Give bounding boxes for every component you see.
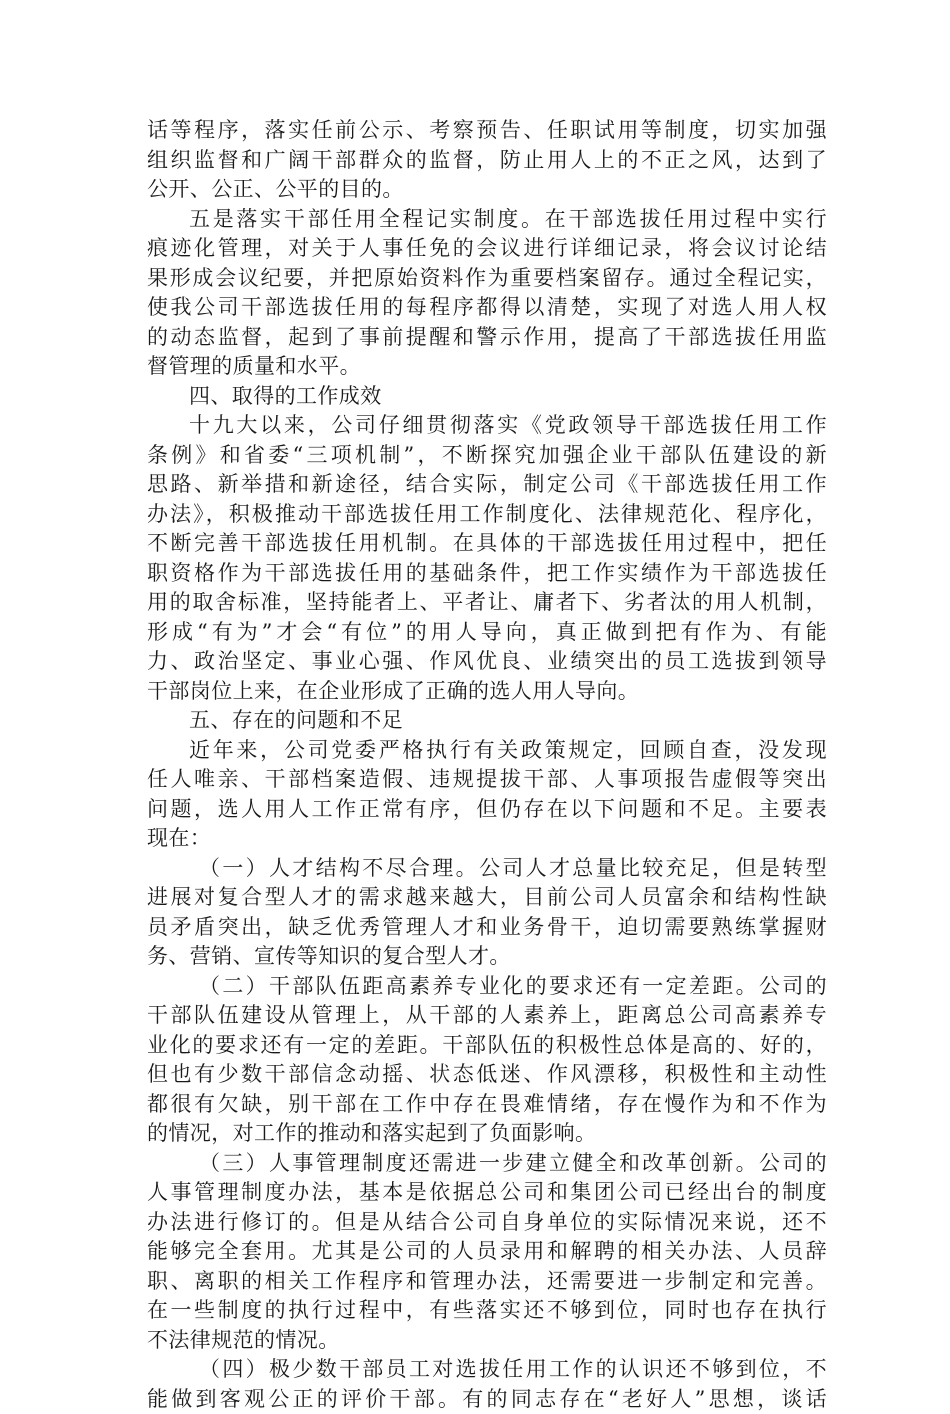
text-line: 员矛盾突出，缺乏优秀管理人才和业务骨干，迫切需要熟练掌握财 bbox=[147, 913, 827, 943]
text-line: 务、营销、宣传等知识的复合型人才。 bbox=[147, 942, 827, 972]
text-line: 都很有欠缺，别干部在工作中存在畏难情绪，存在慢作为和不作为 bbox=[147, 1090, 827, 1120]
paragraph-first-line: （二）干部队伍距高素养专业化的要求还有一定差距。公司的 bbox=[147, 972, 827, 1002]
text-line: 办法进行修订的。但是从结合公司自身单位的实际情况来说，还不 bbox=[147, 1208, 827, 1238]
text-line: 进展对复合型人才的需求越来越大，目前公司人员富余和结构性缺 bbox=[147, 883, 827, 913]
text-line: 公开、公正、公平的目的。 bbox=[147, 175, 827, 205]
text-line: 业化的要求还有一定的差距。干部队伍的积极性总体是高的、好的， bbox=[147, 1031, 827, 1061]
paragraph-first-line: （一）人才结构不尽合理。公司人才总量比较充足，但是转型 bbox=[147, 854, 827, 884]
text-line: 组织监督和广阔干部群众的监督，防止用人上的不正之风，达到了 bbox=[147, 146, 827, 176]
text-line: 力、政治坚定、事业心强、作风优良、业绩突出的员工选拔到领导 bbox=[147, 647, 827, 677]
text-line: 督管理的质量和水平。 bbox=[147, 352, 827, 382]
text-line: 干部队伍建设从管理上，从干部的人素养上，距离总公司高素养专 bbox=[147, 1001, 827, 1031]
paragraph-first-line: 五、存在的问题和不足 bbox=[147, 706, 827, 736]
text-line: 用的取舍标准，坚持能者上、平者让、庸者下、劣者汰的用人机制， bbox=[147, 588, 827, 618]
paragraph-first-line: 五是落实干部任用全程记实制度。在干部选拔任用过程中实行 bbox=[147, 205, 827, 235]
text-line: 条例》和省委“三项机制”，不断探究加强企业干部队伍建设的新 bbox=[147, 441, 827, 471]
text-line: 思路、新举措和新途径，结合实际，制定公司《干部选拔任用工作 bbox=[147, 470, 827, 500]
paragraph-first-line: 近年来，公司党委严格执行有关政策规定，回顾自查，没发现 bbox=[147, 736, 827, 766]
text-line: 话等程序，落实任前公示、考察预告、任职试用等制度，切实加强 bbox=[147, 116, 827, 146]
text-line: 问题，选人用人工作正常有序，但仍存在以下问题和不足。主要表 bbox=[147, 795, 827, 825]
text-line: 在一些制度的执行过程中，有些落实还不够到位，同时也存在执行 bbox=[147, 1296, 827, 1326]
paragraph-first-line: 十九大以来，公司仔细贯彻落实《党政领导干部选拔任用工作 bbox=[147, 411, 827, 441]
text-line: 果形成会议纪要，并把原始资料作为重要档案留存。通过全程记实， bbox=[147, 264, 827, 294]
text-line: 形成“有为”才会“有位”的用人导向，真正做到把有作为、有能 bbox=[147, 618, 827, 648]
text-line: 不法律规范的情况。 bbox=[147, 1326, 827, 1356]
text-line: 任人唯亲、干部档案造假、违规提拔干部、人事项报告虚假等突出 bbox=[147, 765, 827, 795]
text-line: 能做到客观公正的评价干部。有的同志存在“老好人”思想，谈话 bbox=[147, 1385, 827, 1414]
document-body bbox=[147, 116, 827, 1414]
text-line: 但也有少数干部信念动摇、状态低迷、作风漂移，积极性和主动性 bbox=[147, 1060, 827, 1090]
text-line: 能够完全套用。尤其是公司的人员录用和解聘的相关办法、人员辞 bbox=[147, 1237, 827, 1267]
text-line: 的情况，对工作的推动和落实起到了负面影响。 bbox=[147, 1119, 827, 1149]
text-line: 的动态监督，起到了事前提醒和警示作用，提高了干部选拔任用监 bbox=[147, 323, 827, 353]
text-line: 职资格作为干部选拔任用的基础条件，把工作实绩作为干部选拔任 bbox=[147, 559, 827, 589]
text-line: 干部岗位上来，在企业形成了正确的选人用人导向。 bbox=[147, 677, 827, 707]
text-line: 使我公司干部选拔任用的每程序都得以清楚，实现了对选人用人权 bbox=[147, 293, 827, 323]
paragraph-first-line: （四）极少数干部员工对选拔任用工作的认识还不够到位，不 bbox=[147, 1355, 827, 1385]
text-line: 办法》，积极推动干部选拔任用工作制度化、法律规范化、程序化， bbox=[147, 500, 827, 530]
text-line: 现在： bbox=[147, 824, 827, 854]
text-line: 痕迹化管理，对关于人事任免的会议进行详细记录，将会议讨论结 bbox=[147, 234, 827, 264]
text-line: 人事管理制度办法，基本是依据总公司和集团公司已经出台的制度 bbox=[147, 1178, 827, 1208]
paragraph-first-line: 四、取得的工作成效 bbox=[147, 382, 827, 412]
paragraph-first-line: （三）人事管理制度还需进一步建立健全和改革创新。公司的 bbox=[147, 1149, 827, 1179]
text-line: 不断完善干部选拔任用机制。在具体的干部选拔任用过程中，把任 bbox=[147, 529, 827, 559]
text-line: 职、离职的相关工作程序和管理办法，还需要进一步制定和完善。 bbox=[147, 1267, 827, 1297]
